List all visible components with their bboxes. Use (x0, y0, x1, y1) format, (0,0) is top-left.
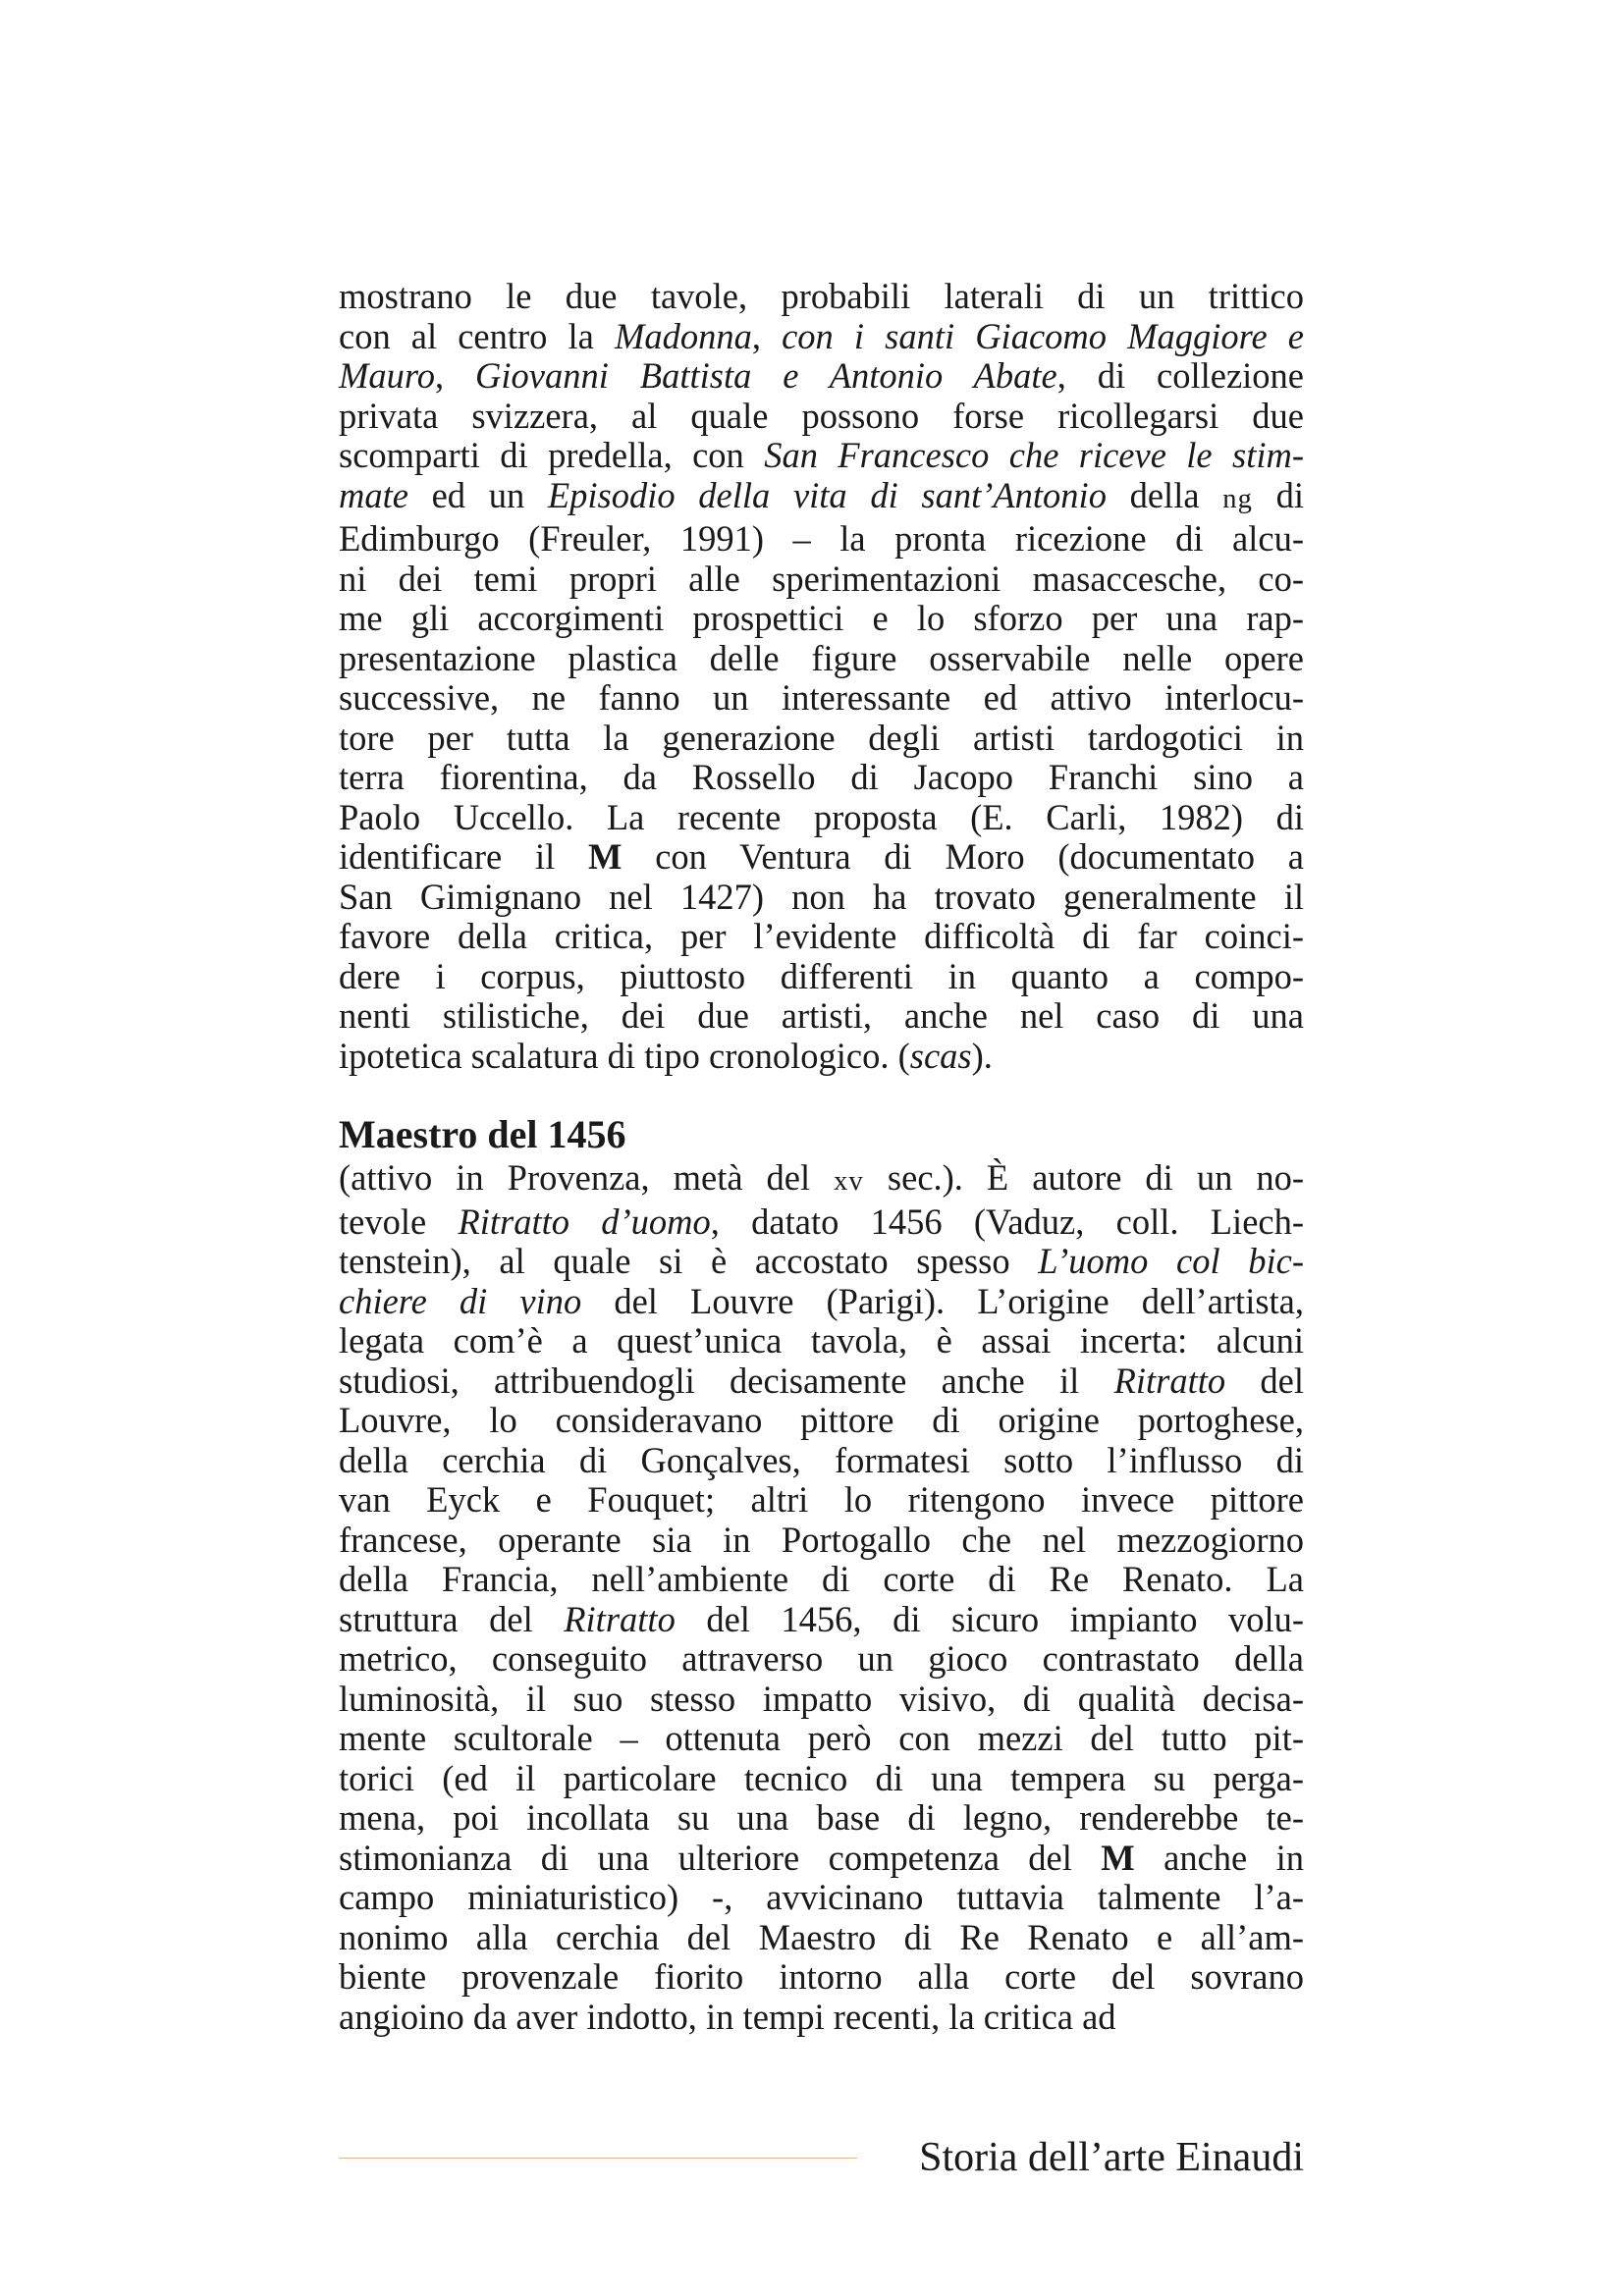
text-line (339, 1798, 1304, 1839)
text-run: mostrano le due tavole, probabili laterali di un trittico (339, 276, 1304, 316)
text-line (339, 1998, 1304, 2038)
text-line (339, 317, 1304, 357)
text-line (339, 1680, 1304, 1720)
text-run: del Louvre (Parigi). L’origine dell’artista, (581, 1280, 1305, 1321)
text-run: San Gimignano nel 1427) non ha trovato generalmente il (339, 876, 1304, 917)
text-run: ni dei temi propri alle sperimentazioni masaccesche, co- (339, 558, 1304, 599)
footer-title: Storia dell’arte Einaudi (919, 2135, 1304, 2180)
text-line (339, 599, 1304, 639)
text-run: successive, ne fanno un interessante ed attivo interlocu- (339, 677, 1304, 718)
text-run: , datato 1456 (Vaduz, coll. Liech- (710, 1201, 1305, 1242)
text-run: della cerchia di Gonçalves, formatesi sotto l’influsso di (339, 1439, 1304, 1480)
text-run: , (751, 315, 783, 356)
text-run: M (588, 836, 622, 877)
text-run: mena, poi incollata su una base di legno, renderebbe te- (339, 1797, 1304, 1838)
text-run: , (435, 355, 476, 396)
text-line (339, 1600, 1304, 1640)
text-run: me gli accorgimenti prospettici e lo sforzo per una rap- (339, 598, 1304, 638)
text-run: anche in (1134, 1837, 1304, 1878)
text-line (339, 1321, 1304, 1362)
text-run: tevole (339, 1201, 459, 1242)
text-run: biente provenzale fiorito intorno alla corte del sovrano (339, 1956, 1304, 1997)
text-run: dere i corpus, piuttosto differenti in quanto a compo- (339, 955, 1304, 996)
text-line (339, 1158, 1304, 1202)
text-run: con Ventura di Moro (documentato a (622, 836, 1304, 877)
text-run: mente scultorale – ottenuta però con mezzi del tutto pit- (339, 1718, 1304, 1758)
text-line (339, 1639, 1304, 1680)
text-line (339, 1839, 1304, 1879)
text-run: legata com’è a quest’unica tavola, è assai incerta: alcuni (339, 1320, 1304, 1361)
text-line (339, 837, 1304, 878)
text-line (339, 758, 1304, 798)
text-run: ed un (407, 474, 548, 515)
text-run: (attivo in Provenza, metà del (339, 1157, 835, 1198)
text-run: struttura del (339, 1598, 565, 1639)
text-line (339, 798, 1304, 838)
text-run: Ritratto d’uomo (458, 1201, 711, 1242)
text-run: Mauro (339, 355, 436, 396)
text-line (339, 719, 1304, 759)
text-run: campo miniaturistico) -, avvicinano tuttavia talmente l’a- (339, 1877, 1304, 1917)
text-line (339, 519, 1304, 560)
text-run: L’uomo col bic- (1038, 1241, 1304, 1281)
text-line (339, 1878, 1304, 1918)
text-run: Louvre, lo consideravano pittore di origine portoghese, (339, 1400, 1304, 1440)
text-line (339, 1521, 1304, 1561)
text-line (339, 639, 1304, 679)
text-run: , di collezione (1056, 355, 1304, 396)
text-line (339, 1560, 1304, 1600)
text-run: con al centro la (339, 315, 615, 356)
text-run: chiere di vino (339, 1280, 582, 1321)
footer-rule (339, 2158, 857, 2159)
entry-heading: Maestro del 1456 (339, 1112, 626, 1156)
text-run: tenstein), al quale si è accostato spesso (339, 1241, 1039, 1281)
text-run: del 1456, di sicuro impianto volu- (675, 1598, 1304, 1639)
text-run: francese, operante sia in Portogallo che nel mezzogiorno (339, 1519, 1304, 1560)
text-run: ng (1222, 483, 1253, 514)
text-run: Ritratto (564, 1598, 676, 1639)
text-run: M (1101, 1837, 1135, 1878)
paragraph-entry (339, 1158, 1304, 2037)
text-run: ). (971, 1035, 993, 1076)
text-run: torici (ed il particolare tecnico di una tempera su perga- (339, 1757, 1304, 1798)
paragraph-continuation (339, 277, 1304, 1076)
text-run: scas (909, 1035, 972, 1076)
text-run: xv (834, 1166, 864, 1197)
text-line (339, 1957, 1304, 1998)
text-line (339, 996, 1304, 1037)
text-run: Paolo Uccello. La recente proposta (E. Carli, 1982) di (339, 796, 1304, 837)
text-run: nonimo alla cerchia del Maestro di Re Renato e all’am- (339, 1916, 1304, 1957)
text-run: con i santi Giacomo Maggiore e (782, 315, 1304, 356)
text-run: Episodio della vita di sant’Antonio (547, 474, 1107, 515)
text-run: mate (339, 474, 408, 515)
text-run: identificare il (339, 836, 588, 877)
text-line (339, 1759, 1304, 1799)
text-line (339, 878, 1304, 918)
text-line (339, 277, 1304, 317)
text-line (339, 917, 1304, 957)
text-line (339, 476, 1304, 520)
text-run: San Francesco che riceve le stim- (764, 435, 1304, 475)
text-line (339, 1480, 1304, 1521)
text-run: favore della critica, per l’evidente difficoltà di far coinci- (339, 916, 1304, 956)
text-run: privata svizzera, al quale possono forse ricollegarsi due (339, 395, 1304, 436)
text-run: van Eyck e Fouquet; altri lo ritengono invece pittore (339, 1479, 1304, 1520)
text-run: Ritratto (1113, 1360, 1226, 1401)
text-run: della Francia, nell’ambiente di corte di Re Renato. La (339, 1559, 1304, 1599)
text-run: Edimburgo (Freuler, 1991) – la pronta ricezione di alcu- (339, 518, 1304, 559)
text-line (339, 1918, 1304, 1958)
text-run: nenti stilistiche, dei due artisti, anche nel caso di una (339, 995, 1304, 1036)
text-run: stimonianza di una ulteriore competenza del (339, 1837, 1102, 1878)
text-run: scomparti di predella, con (339, 435, 765, 475)
text-run: studiosi, attribuendogli decisamente anche il (339, 1360, 1114, 1401)
text-line (339, 397, 1304, 437)
text-line (339, 1401, 1304, 1441)
text-run: della (1106, 474, 1223, 515)
text-run: ipotetica scalatura di tipo cronologico. ( (339, 1035, 910, 1076)
body-text (339, 277, 1304, 2037)
text-line (339, 1362, 1304, 1402)
text-line (339, 1441, 1304, 1481)
text-run: del (1225, 1360, 1304, 1401)
text-run: terra fiorentina, da Rossello di Jacopo Franchi sino a (339, 757, 1304, 797)
text-line (339, 678, 1304, 719)
text-run: angioino da aver indotto, in tempi recenti, la critica ad (339, 1996, 1116, 2037)
text-line (339, 957, 1304, 997)
text-run: presentazione plastica delle figure osservabile nelle opere (339, 637, 1304, 678)
text-run: luminosità, il suo stesso impatto visivo, di qualità decisa- (339, 1678, 1304, 1719)
text-line (339, 1037, 1304, 1077)
text-run: Giovanni Battista e Antonio Abate (475, 355, 1057, 396)
text-line (339, 1719, 1304, 1759)
text-line (339, 1242, 1304, 1282)
text-run: metrico, conseguito attraverso un gioco contrastato della (339, 1638, 1304, 1679)
text-run: sec.). È autore di un no- (863, 1157, 1304, 1198)
text-line (339, 356, 1304, 397)
text-line (339, 560, 1304, 600)
text-run: di (1252, 474, 1304, 515)
text-line (339, 1202, 1304, 1243)
text-run: Madonna (614, 315, 752, 356)
text-line (339, 436, 1304, 476)
text-run: tore per tutta la generazione degli artisti tardogotici in (339, 717, 1304, 758)
text-line (339, 1282, 1304, 1322)
